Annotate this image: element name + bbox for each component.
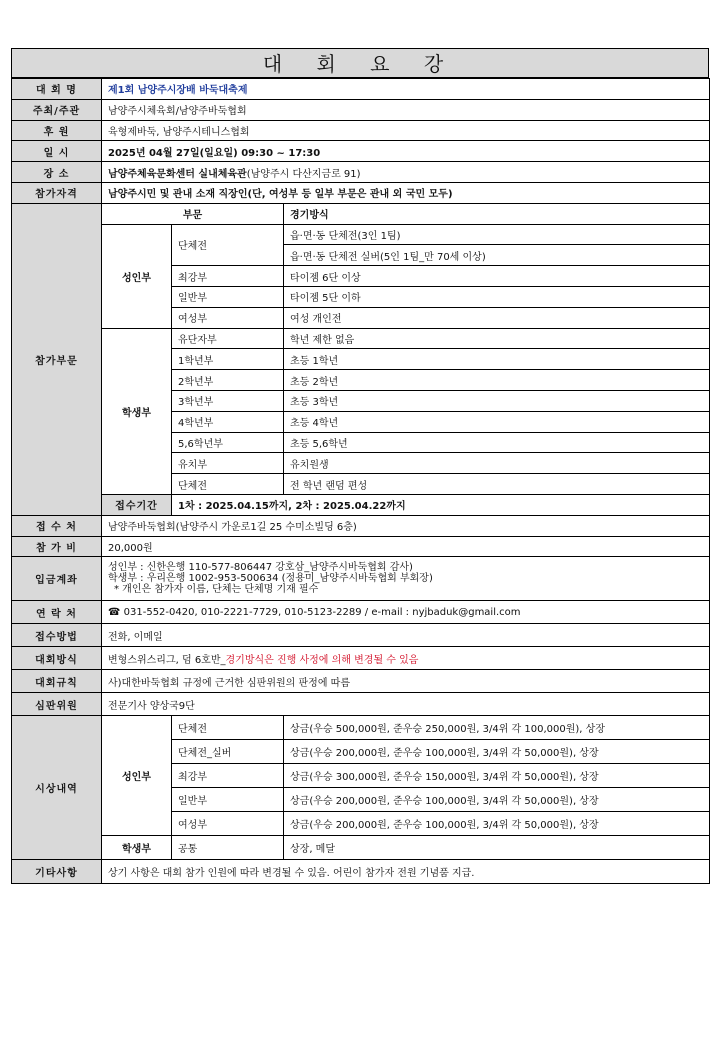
value-date: 2025년 04월 27일(일요일) 09:30 ~ 17:30 [102, 141, 710, 162]
label-etc: 기타사항 [12, 860, 102, 884]
division-adult-label: 성인부 [102, 224, 172, 328]
info-table [11, 78, 710, 884]
award-name: 단체전 [172, 716, 284, 740]
division-name: 4학년부 [172, 411, 284, 432]
award-name: 일반부 [172, 788, 284, 812]
award-name: 최강부 [172, 764, 284, 788]
value-fee: 20,000원 [102, 536, 710, 557]
division-method: 읍·면·동 단체전 실버(5인 1팀_만 70세 이상) [284, 245, 710, 266]
award-name: 단체전_실버 [172, 740, 284, 764]
label-venue: 장 소 [12, 162, 102, 183]
row-account [12, 557, 710, 601]
account-line-2: 학생부 : 우리은행 1002-953-500634 (정용미_남양주시바둑협회 부회장) [108, 573, 433, 585]
label-divisions: 참가부문 [12, 203, 102, 515]
award-prize: 상금(우승 500,000원, 준우승 250,000원, 3/4위 각 100,000원), 상장 [284, 716, 710, 740]
row-etc [12, 860, 710, 884]
division-name: 5,6학년부 [172, 432, 284, 453]
award-adult-label: 성인부 [102, 716, 172, 836]
row-fee [12, 536, 710, 557]
award-prize: 상금(우승 200,000원, 준우승 100,000원, 3/4위 각 50,000원), 상장 [284, 812, 710, 836]
label-office: 접 수 처 [12, 515, 102, 536]
label-method: 접수방법 [12, 624, 102, 647]
label-format: 대회방식 [12, 647, 102, 670]
row-date [12, 141, 710, 162]
row-eligibility [12, 182, 710, 203]
value-office: 남양주바둑협회(남양주시 가운로1길 25 수미소빌딩 6층) [102, 515, 710, 536]
row-referee [12, 693, 710, 716]
division-name: 일반부 [172, 286, 284, 307]
division-method: 타이젬 5단 이하 [284, 286, 710, 307]
label-fee: 참 가 비 [12, 536, 102, 557]
label-event-name: 대 회 명 [12, 79, 102, 100]
award-name: 공통 [172, 836, 284, 860]
row-contact [12, 601, 710, 624]
value-sponsor: 육형제바둑, 남양주시테니스협회 [102, 120, 710, 141]
label-referee: 심판위원 [12, 693, 102, 716]
award-row [12, 836, 710, 860]
division-method: 초등 3학년 [284, 390, 710, 411]
row-host [12, 99, 710, 120]
division-method: 전 학년 랜덤 편성 [284, 474, 710, 495]
division-student-label: 학생부 [102, 328, 172, 494]
value-etc: 상기 사항은 대회 참가 인원에 따라 변경될 수 있음. 어린이 참가자 전원 기념품 지급. [102, 860, 710, 884]
division-row [12, 224, 710, 245]
format-warning: 경기방식은 진행 사정에 의해 변경될 수 있음 [225, 654, 419, 666]
division-name: 2학년부 [172, 370, 284, 391]
row-sponsor [12, 120, 710, 141]
format-text: 변형스위스리그, 덤 6호반_ [108, 654, 226, 666]
value-period: 1차 : 2025.04.15까지, 2차 : 2025.04.22까지 [172, 494, 710, 515]
award-row [12, 716, 710, 740]
division-row [12, 328, 710, 349]
award-prize: 상금(우승 300,000원, 준우승 150,000원, 3/4위 각 50,000원), 상장 [284, 764, 710, 788]
award-prize: 상장, 메달 [284, 836, 710, 860]
division-name: 여성부 [172, 307, 284, 328]
division-name: 유단자부 [172, 328, 284, 349]
row-rules [12, 670, 710, 693]
value-eligibility: 남양주시민 및 관내 소재 직장인(단, 여성부 등 일부 부문은 관내 외 국민 모두) [102, 182, 710, 203]
account-line-1: 성인부 : 신한은행 110-577-806447 강호삼_남양주시바둑협회 감사) [108, 562, 413, 574]
document [11, 48, 709, 884]
value-rules: 사)대한바둑협회 규정에 근거한 심판위원의 판정에 따름 [102, 670, 710, 693]
divisions-head-div: 부문 [102, 203, 284, 224]
venue-name: 남양주체육문화센터 실내체육관 [108, 168, 247, 180]
value-contact: ☎ 031-552-0420, 010-2221-7729, 010-5123-2289 / e-mail : nyjbaduk@gmail.com [102, 601, 710, 624]
row-period [12, 494, 710, 515]
venue-address: (남양주시 다산지금로 91) [246, 168, 361, 180]
document-title: 대 회 요 강 [11, 48, 709, 78]
label-date: 일 시 [12, 141, 102, 162]
division-name: 최강부 [172, 266, 284, 287]
label-account: 입금계좌 [12, 557, 102, 601]
label-eligibility: 참가자격 [12, 182, 102, 203]
award-name: 여성부 [172, 812, 284, 836]
value-event-name: 제1회 남양주시장배 바둑대축제 [102, 79, 710, 100]
label-sponsor: 후 원 [12, 120, 102, 141]
value-venue [102, 162, 710, 183]
division-name: 유치부 [172, 453, 284, 474]
row-format [12, 647, 710, 670]
award-prize: 상금(우승 200,000원, 준우승 100,000원, 3/4위 각 50,000원), 상장 [284, 788, 710, 812]
divisions-header-row [12, 203, 710, 224]
row-event-name [12, 79, 710, 100]
value-referee: 전문기사 양상국9단 [102, 693, 710, 716]
division-method: 초등 2학년 [284, 370, 710, 391]
award-student-label: 학생부 [102, 836, 172, 860]
division-method: 유치원생 [284, 453, 710, 474]
value-format [102, 647, 710, 670]
label-period: 접수기간 [102, 494, 172, 515]
label-contact: 연 락 처 [12, 601, 102, 624]
division-method: 읍·면·동 단체전(3인 1팀) [284, 224, 710, 245]
account-line-3: * 개인은 참가자 이름, 단체는 단체명 기재 필수 [114, 584, 319, 596]
row-venue [12, 162, 710, 183]
divisions-head-method: 경기방식 [284, 203, 710, 224]
division-method: 타이젬 6단 이상 [284, 266, 710, 287]
label-awards: 시상내역 [12, 716, 102, 860]
division-method: 여성 개인전 [284, 307, 710, 328]
label-rules: 대회규칙 [12, 670, 102, 693]
row-office [12, 515, 710, 536]
division-name: 단체전 [172, 474, 284, 495]
division-method: 초등 4학년 [284, 411, 710, 432]
value-account [102, 557, 710, 601]
value-method: 전화, 이메일 [102, 624, 710, 647]
division-name: 단체전 [172, 224, 284, 266]
division-method: 초등 5,6학년 [284, 432, 710, 453]
row-method [12, 624, 710, 647]
label-host: 주최/주관 [12, 99, 102, 120]
award-prize: 상금(우승 200,000원, 준우승 100,000원, 3/4위 각 50,000원), 상장 [284, 740, 710, 764]
division-method: 학년 제한 없음 [284, 328, 710, 349]
division-name: 3학년부 [172, 390, 284, 411]
value-host: 남양주시체육회/남양주바둑협회 [102, 99, 710, 120]
division-method: 초등 1학년 [284, 349, 710, 370]
division-name: 1학년부 [172, 349, 284, 370]
